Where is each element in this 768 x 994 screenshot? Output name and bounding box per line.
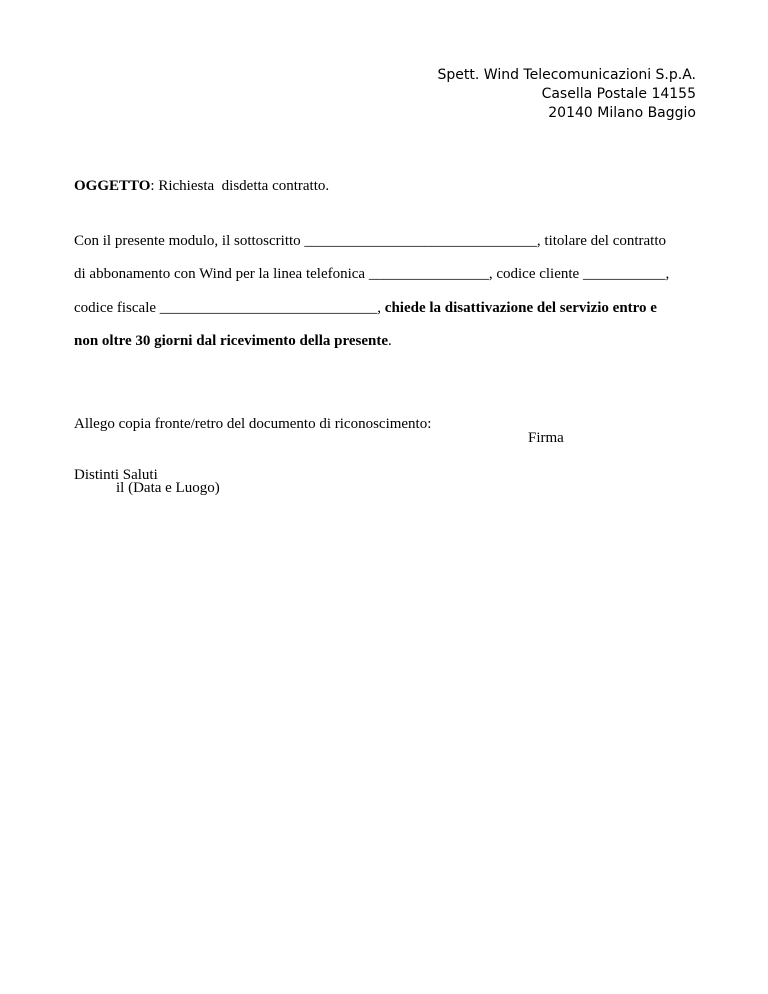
body-line-4 — [74, 333, 392, 350]
subject-label: OGGETTO — [74, 178, 151, 194]
signature-label: Firma — [528, 430, 564, 446]
attachment-line: Allego copia fronte/retro del documento di riconoscimento: — [74, 416, 432, 432]
body-line-1: Con il presente modulo, il sottoscritto _______________________________, titolare del contratto — [74, 233, 667, 249]
body-line-3-prefix: codice fiscale _____________________________, — [74, 300, 385, 316]
attachment-block — [74, 382, 431, 518]
body-line-3-bold: chiede la disattivazione del servizio entro e — [384, 300, 657, 316]
subject-line — [74, 178, 329, 195]
subject-text: : Richiesta disdetta contratto. — [150, 178, 330, 194]
recipient-address — [438, 66, 696, 123]
body-line-3 — [74, 300, 657, 317]
body-line-4-bold: non oltre 30 giorni dal ricevimento della presente — [74, 333, 388, 349]
recipient-po-box: Casella Postale 14155 — [541, 86, 696, 102]
recipient-company: Spett. Wind Telecomunicazioni S.p.A. — [437, 67, 696, 83]
closing-greeting: Distinti Saluti — [74, 467, 158, 483]
body-line-2: di abbonamento con Wind per la linea telefonica ________________, codice cliente ___________, — [74, 266, 670, 282]
date-place-label: il (Data e Luogo) — [116, 480, 220, 496]
recipient-city: 20140 Milano Baggio — [548, 105, 696, 121]
body-line-4-suffix: . — [388, 333, 392, 349]
